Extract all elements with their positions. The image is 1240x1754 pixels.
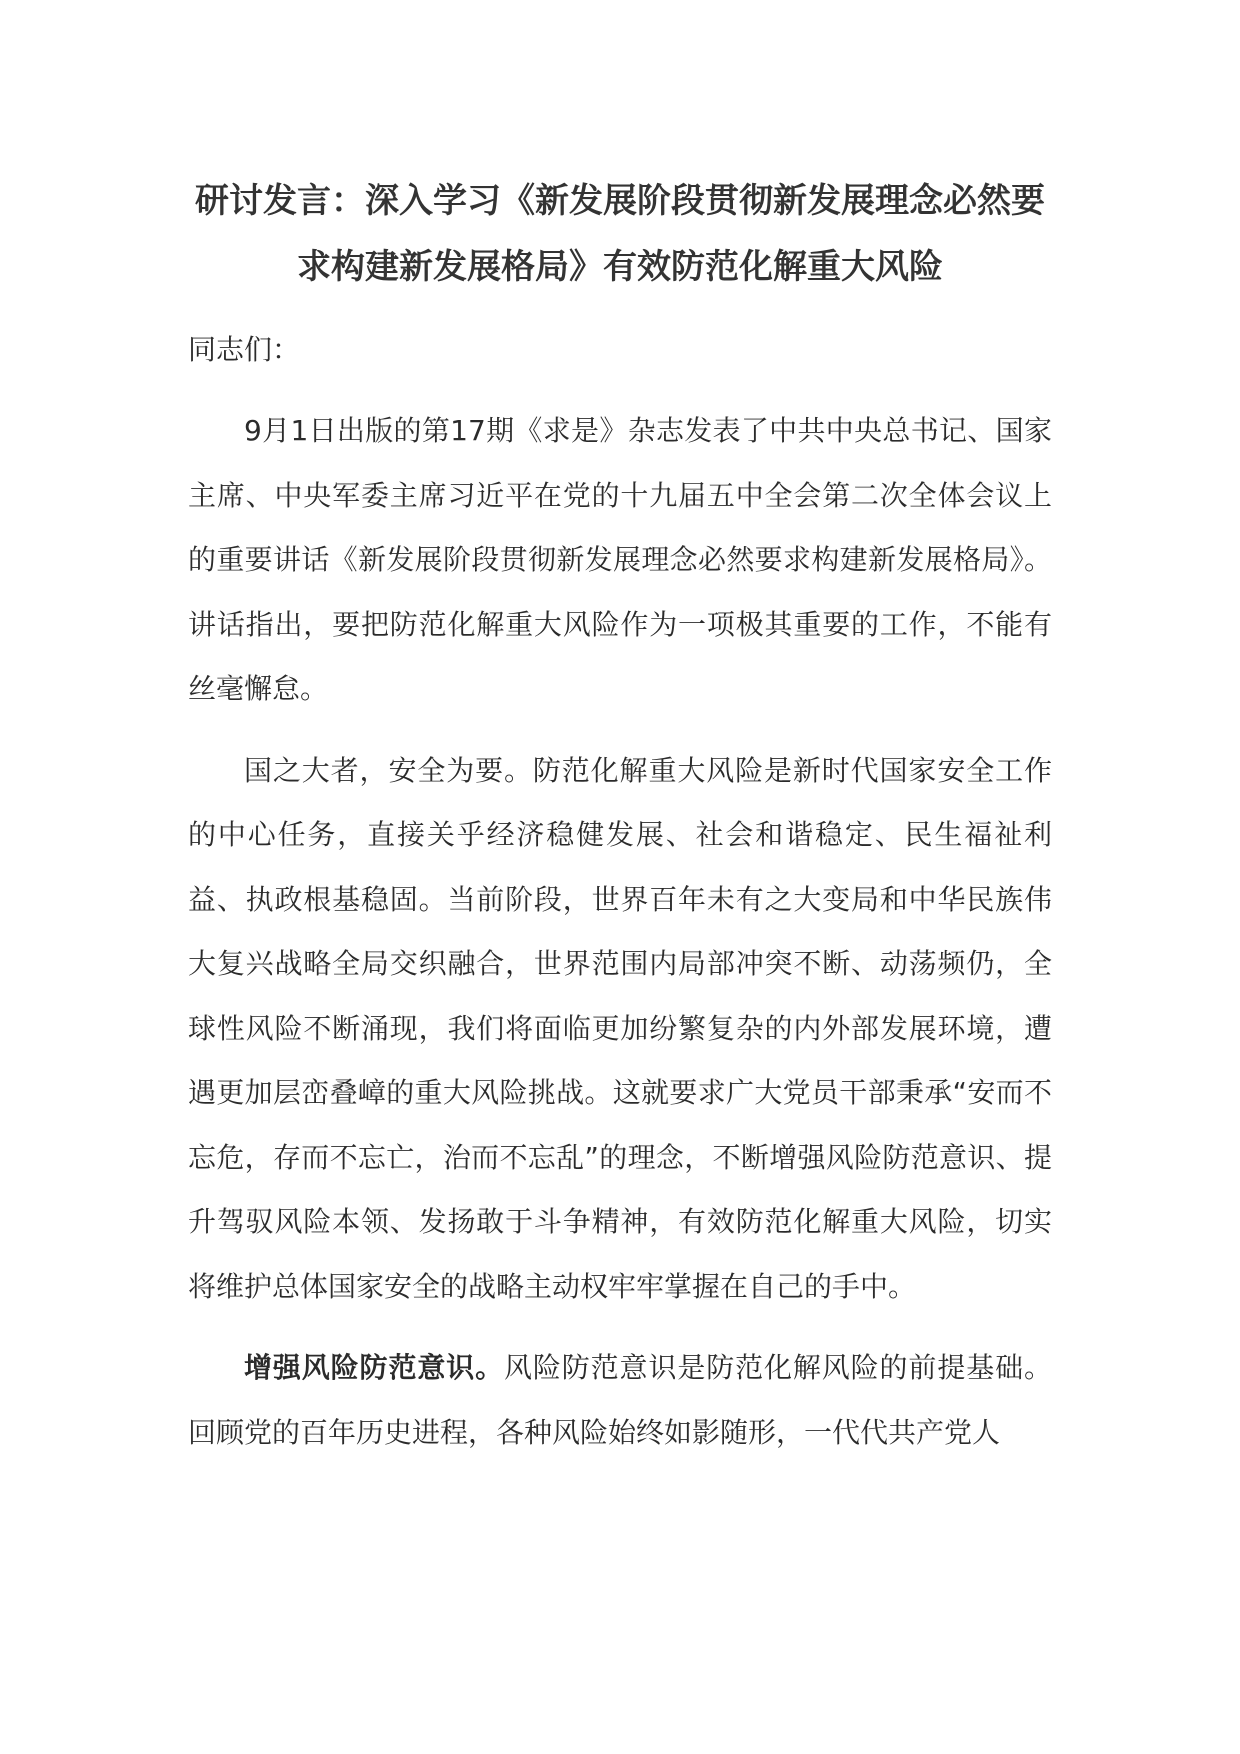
document-page	[188, 168, 1052, 1465]
paragraph-3	[188, 1336, 1052, 1465]
greeting: 同志们：	[188, 333, 301, 366]
paragraph-1	[188, 399, 1052, 722]
paragraph-3-text: 风险防范意识是防范化解风险的前提基础。回顾党的百年历史进程，各种风险始终如影随形，一代代共产党人	[188, 1351, 1052, 1449]
paragraph-2-text: 国之大者，安全为要。防范化解重大风险是新时代国家安全工作的中心任务，直接关乎经济稳健发展、社会和谐稳定、民生福祉利益、执政根基稳固。当前阶段，世界百年未有之大变局和中华民族伟大复兴战略全局交织融合，世界范围内局部冲突不断、动荡频仍，全球性风险不断涌现，我们将面临更加纷繁复杂的内外部发展环境，遭遇更加层峦叠嶂的重大风险挑战。这就要求广大党员干部秉承“安而不忘危，存而不忘亡，治而不忘乱”的理念，不断增强风险防范意识、提升驾驭风险本领、发扬敢于斗争精神，有效防范化解重大风险，切实将维护总体国家安全的战略主动权牢牢掌握在自己的手中。	[188, 753, 1052, 1303]
title-line-2: 求构建新发展格局》有效防范化解重大风险	[297, 247, 943, 287]
paragraph-2	[188, 739, 1052, 1320]
paragraph-3-bold-lead: 增强风险防范意识。	[244, 1351, 504, 1384]
document-title	[188, 168, 1052, 300]
paragraph-1-text: 9月1日出版的第17期《求是》杂志发表了中共中央总书记、国家主席、中央军委主席习近平在党的十九届五中全会第二次全体会议上的重要讲话《新发展阶段贯彻新发展理念必然要求构建新发展格局》。讲话指出，要把防范化解重大风险作为一项极其重要的工作，不能有丝毫懈怠。	[188, 414, 1052, 705]
title-line-1: 研讨发言：深入学习《新发展阶段贯彻新发展理念必然要	[195, 181, 1045, 221]
